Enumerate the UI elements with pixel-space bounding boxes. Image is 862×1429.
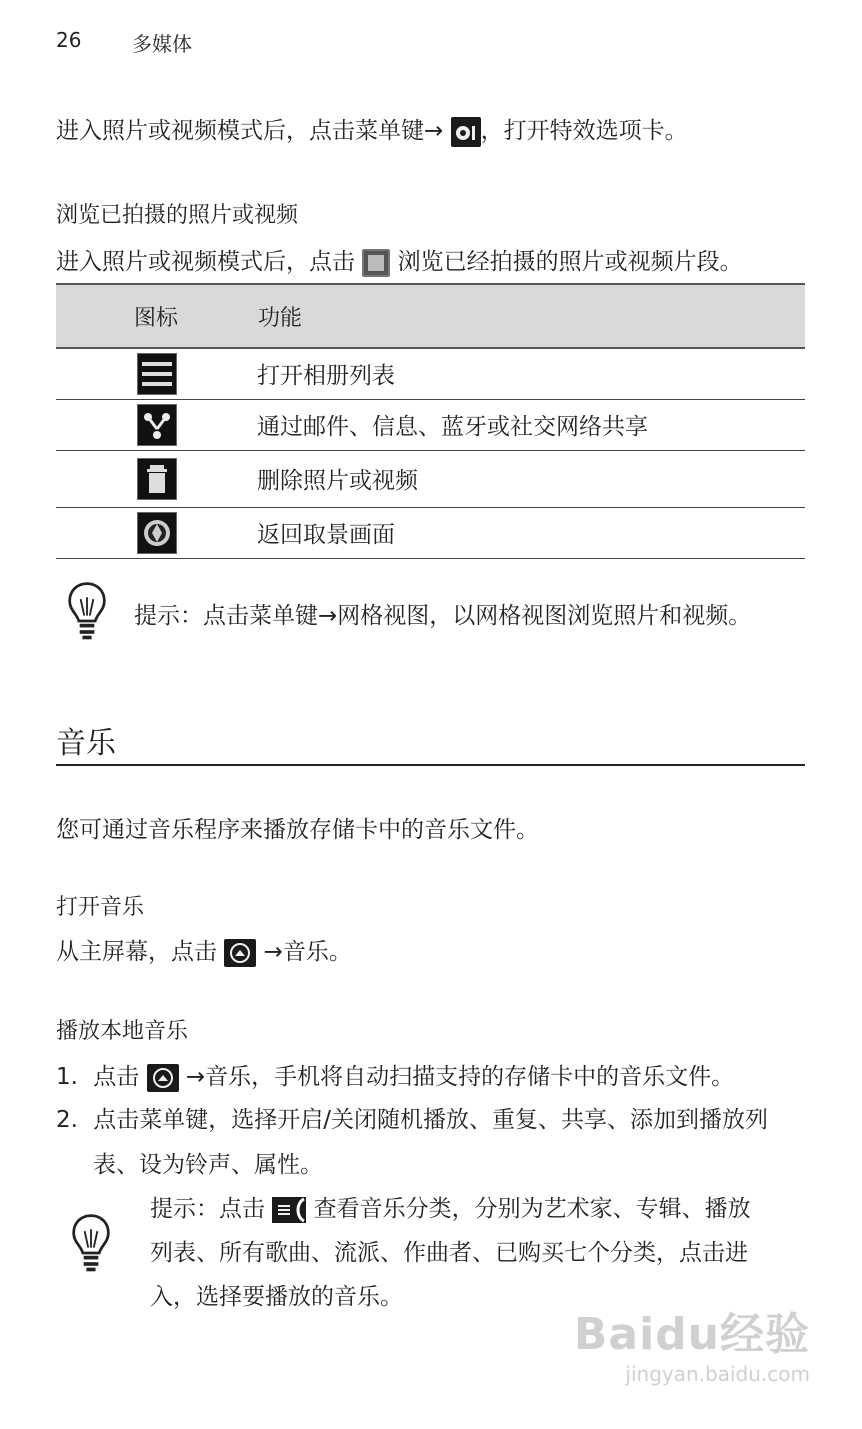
lightbulb-icon — [66, 578, 108, 648]
table-row — [56, 450, 805, 507]
open-music-heading: 打开音乐 — [56, 895, 145, 920]
baidu-watermark — [574, 1298, 810, 1386]
lightbulb-icon — [70, 1212, 112, 1278]
tip-music-categories-line3: 入，选择要播放的音乐。 — [150, 1284, 403, 1310]
music-intro: 您可通过音乐程序来播放存储卡中的音乐文件。 — [56, 817, 539, 843]
step-number: 1. — [56, 1064, 78, 1090]
open-music-instruction: 从主屏幕，点击 →音乐。 — [56, 939, 352, 965]
function-cell: 打开相册列表 — [257, 348, 805, 399]
function-column-header: 功能 — [257, 284, 805, 348]
watermark-brand: Baidu经验 — [573, 1309, 810, 1360]
tip-music-categories-line2: 列表、所有歌曲、流派、作曲者、已购买七个分类，点击进 — [150, 1240, 748, 1266]
app-drawer-icon — [224, 939, 256, 967]
table-header-row — [56, 284, 805, 348]
table-row — [56, 507, 805, 558]
gallery-thumbnail-icon — [362, 249, 390, 277]
function-cell: 通过邮件、信息、蓝牙或社交网络共享 — [257, 399, 805, 450]
function-cell: 删除照片或视频 — [257, 450, 805, 507]
app-drawer-icon — [147, 1064, 179, 1092]
icon-column-header: 图标 — [56, 284, 257, 348]
step-number: 2. — [56, 1107, 78, 1133]
music-section-title: 音乐 — [56, 726, 116, 761]
step-2: 2. 点击菜单键，选择开启/关闭随机播放、重复、共享、添加到播放列 — [56, 1107, 769, 1133]
icon-function-table — [56, 283, 805, 559]
category-tab-icon — [272, 1197, 306, 1223]
effects-icon — [451, 117, 481, 147]
step-1: 1. 点击 →音乐，手机将自动扫描支持的存储卡中的音乐文件。 — [56, 1064, 735, 1090]
share-icon — [137, 404, 177, 446]
watermark-url: jingyan.baidu.com — [625, 1362, 810, 1386]
function-cell: 返回取景画面 — [257, 507, 805, 558]
table-row — [56, 348, 805, 399]
camera-shutter-icon — [137, 512, 177, 554]
browse-instruction: 进入照片或视频模式后，点击 浏览已经拍摄的照片或视频片段。 — [56, 249, 743, 275]
play-local-heading: 播放本地音乐 — [56, 1019, 189, 1044]
table-row — [56, 399, 805, 450]
page-number: 26 — [56, 28, 82, 52]
step-2-continued: 表、设为铃声、属性。 — [93, 1152, 323, 1178]
chapter-title: 多媒体 — [132, 32, 192, 56]
browse-heading: 浏览已拍摄的照片或视频 — [56, 203, 299, 228]
effects-instruction: 进入照片或视频模式后，点击菜单键→ ，打开特效选项卡。 — [56, 112, 688, 147]
tip-music-categories-line1: 提示：点击 查看音乐分类，分别为艺术家、专辑、播放 — [150, 1196, 751, 1222]
album-list-icon — [137, 353, 177, 395]
trash-icon — [137, 458, 177, 500]
section-divider — [56, 764, 805, 766]
tip-grid-view: 提示：点击菜单键→网格视图，以网格视图浏览照片和视频。 — [134, 603, 752, 629]
